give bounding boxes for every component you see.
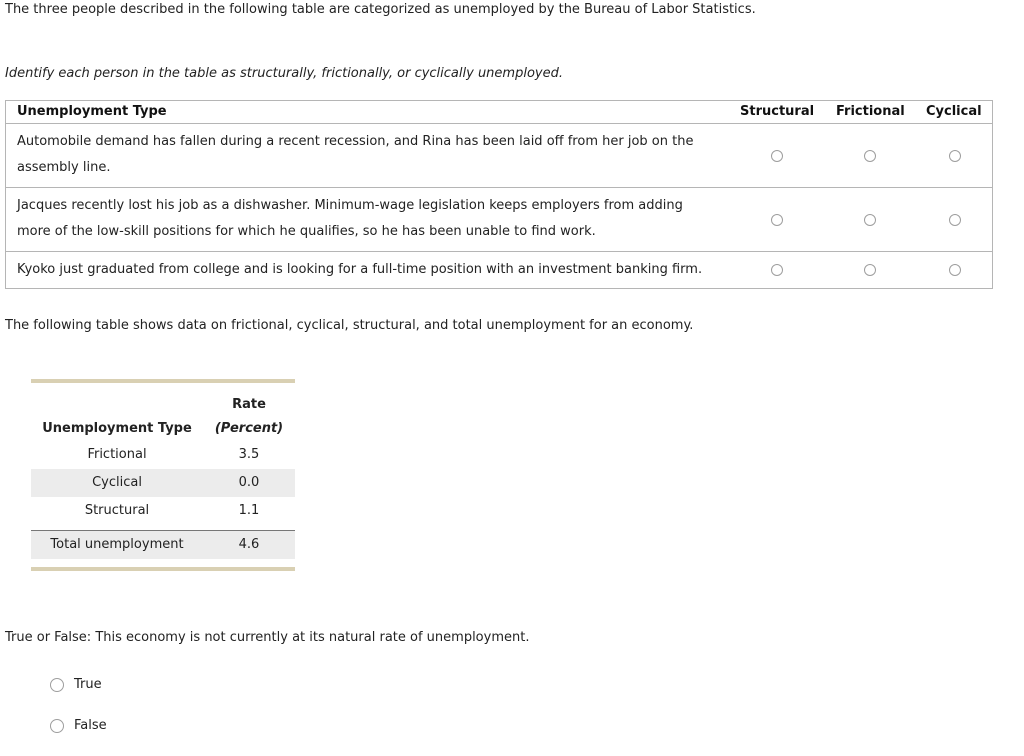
type-cell: Structural xyxy=(84,503,150,518)
table-bottom-rule xyxy=(31,567,295,571)
classification-header-row xyxy=(6,101,992,123)
kyoko-cyclical-radio[interactable] xyxy=(949,264,961,276)
false-label: False xyxy=(74,718,107,733)
data-table-lead: The following table shows data on frictional, cyclical, structural, and total unemployment for an economy. xyxy=(5,318,694,333)
header-rate: Rate xyxy=(232,397,266,412)
total-rate: 4.6 xyxy=(238,537,260,552)
header-unemployment-type: Unemployment Type xyxy=(17,104,167,119)
table-row xyxy=(31,497,295,525)
header-frictional: Frictional xyxy=(836,104,905,119)
row-line: more of the low-skill positions for which he qualifies, so he has been unable to find work. xyxy=(17,224,596,239)
type-cell: Cyclical xyxy=(92,475,142,490)
intro-text: The three people described in the following table are categorized as unemployed by the Bureau of Labor Statistics. xyxy=(5,2,756,17)
rate-cell: 3.5 xyxy=(238,447,260,462)
total-row xyxy=(31,531,295,559)
true-label: True xyxy=(74,677,102,692)
row-line: Jacques recently lost his job as a dishwasher. Minimum-wage legislation keeps employers from adding xyxy=(17,198,683,213)
rate-cell: 1.1 xyxy=(238,503,260,518)
unemployment-data-table xyxy=(31,379,295,571)
classification-table xyxy=(5,100,993,289)
true-false-question: True or False: This economy is not currently at its natural rate of unemployment. xyxy=(5,630,530,645)
kyoko-structural-radio[interactable] xyxy=(771,264,783,276)
row-description xyxy=(17,129,707,181)
row-line: Automobile demand has fallen during a recent recession, and Rina has been laid off from her job on the xyxy=(17,134,694,149)
rina-structural-radio[interactable] xyxy=(771,150,783,162)
row-line: Kyoko just graduated from college and is looking for a full-time position with an investment banking firm. xyxy=(17,262,703,277)
rate-cell: 0.0 xyxy=(238,475,260,490)
type-cell: Frictional xyxy=(87,447,147,462)
row-line: assembly line. xyxy=(17,160,111,175)
table-row xyxy=(6,123,992,187)
jacques-cyclical-radio[interactable] xyxy=(949,214,961,226)
table-row xyxy=(6,187,992,251)
row-description xyxy=(17,193,707,245)
rina-frictional-radio[interactable] xyxy=(864,150,876,162)
header-percent: (Percent) xyxy=(214,421,284,436)
rina-cyclical-radio[interactable] xyxy=(949,150,961,162)
table-row xyxy=(31,469,295,497)
option-false[interactable] xyxy=(50,718,107,733)
total-label: Total unemployment xyxy=(50,537,184,552)
table-row xyxy=(31,441,295,469)
option-true[interactable] xyxy=(50,677,102,692)
header-unemployment-type: Unemployment Type xyxy=(42,421,192,436)
header-cyclical: Cyclical xyxy=(926,104,982,119)
kyoko-frictional-radio[interactable] xyxy=(864,264,876,276)
data-table-header xyxy=(31,383,295,441)
header-structural: Structural xyxy=(740,104,815,119)
jacques-frictional-radio[interactable] xyxy=(864,214,876,226)
true-radio[interactable] xyxy=(50,678,64,692)
table-row xyxy=(6,251,992,288)
instruction-text: Identify each person in the table as structurally, frictionally, or cyclically unemployed. xyxy=(5,66,563,81)
row-description xyxy=(17,257,707,283)
false-radio[interactable] xyxy=(50,719,64,733)
jacques-structural-radio[interactable] xyxy=(771,214,783,226)
